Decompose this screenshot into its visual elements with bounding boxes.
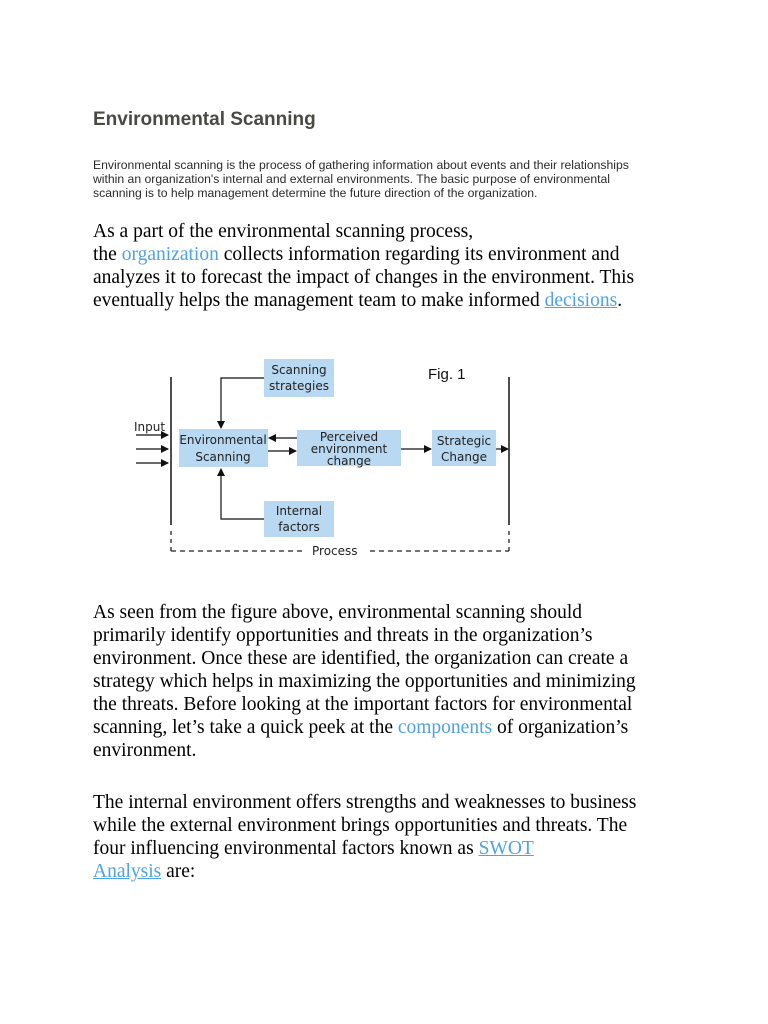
box-label: Scanning [195, 450, 251, 464]
paragraph-line: The internal environment offers strengths and weaknesses to business [93, 792, 637, 813]
decisions-link[interactable]: decisions [544, 290, 618, 311]
paragraph-line [93, 243, 693, 266]
environmental-scanning-diagram [128, 355, 523, 560]
figure-label: Fig. 1 [428, 366, 466, 383]
paragraph-line: while the external environment brings opportunities and threats. The [93, 815, 628, 836]
paragraph-figure-explanation [93, 601, 693, 762]
paragraph-line: strategy which helps in maximizing the opportunities and minimizing [93, 671, 636, 692]
text-segment: four influencing environmental factors known as [93, 838, 479, 859]
box-label: Perceived [319, 430, 379, 444]
text-segment: are: [161, 861, 196, 882]
intro-line: within an organization's internal and external environments. The basic purpose of environmental [93, 172, 610, 187]
strategies-connector [221, 378, 264, 428]
text-segment: eventually helps the management team to make informed [93, 290, 545, 311]
box-label: environment [310, 442, 388, 456]
box-label: Internal [275, 504, 323, 518]
text-segment: the [93, 244, 122, 265]
paragraph-line: the threats. Before looking at the important factors for environmental [93, 694, 633, 715]
page-title: Environmental Scanning [93, 109, 316, 130]
box-label: Strategic [436, 434, 492, 448]
paragraph-line: analyzes it to forecast the impact of changes in the environment. This [93, 267, 635, 288]
paragraph-line: primarily identify opportunities and threats in the organization’s [93, 625, 593, 646]
paragraph-line: As seen from the figure above, environmental scanning should [93, 602, 582, 623]
paragraph-line [93, 289, 693, 312]
text-segment: scanning, let’s take a quick peek at the [93, 717, 398, 738]
paragraph-swot [93, 791, 693, 883]
box-label: Environmental [179, 433, 267, 447]
paragraph-line [93, 860, 693, 883]
box-label: Change [441, 450, 487, 464]
paragraph-line: As a part of the environmental scanning process, [93, 221, 474, 242]
text-segment: . [617, 290, 623, 311]
intro-paragraph [93, 158, 683, 201]
intro-line: Environmental scanning is the process of gathering information about events and their relationships [93, 158, 629, 172]
box-label: factors [278, 520, 320, 534]
box-label: Scanning [271, 363, 327, 377]
paragraph-line [93, 716, 693, 739]
paragraph-line: environment. [93, 740, 197, 761]
paragraph-line: environment. Once these are identified, the organization can create a [93, 648, 629, 669]
intro-line: scanning is to help management determine the future direction of the organization. [93, 186, 538, 201]
text-segment: collects information regarding its environment and [218, 244, 620, 265]
input-label: Input [134, 420, 166, 434]
paragraph-line [93, 837, 693, 860]
box-label: strategies [269, 379, 329, 393]
components-link[interactable]: components [397, 717, 493, 738]
swot-analysis-link[interactable]: Analysis [93, 861, 162, 882]
organization-link[interactable]: organization [121, 244, 219, 265]
box-label: change [326, 454, 372, 468]
paragraph-scanning-process [93, 220, 693, 312]
internal-factors-connector [221, 469, 264, 519]
process-label: Process [312, 544, 358, 558]
text-segment: of organization’s [492, 717, 629, 738]
swot-link[interactable]: SWOT [478, 838, 534, 859]
